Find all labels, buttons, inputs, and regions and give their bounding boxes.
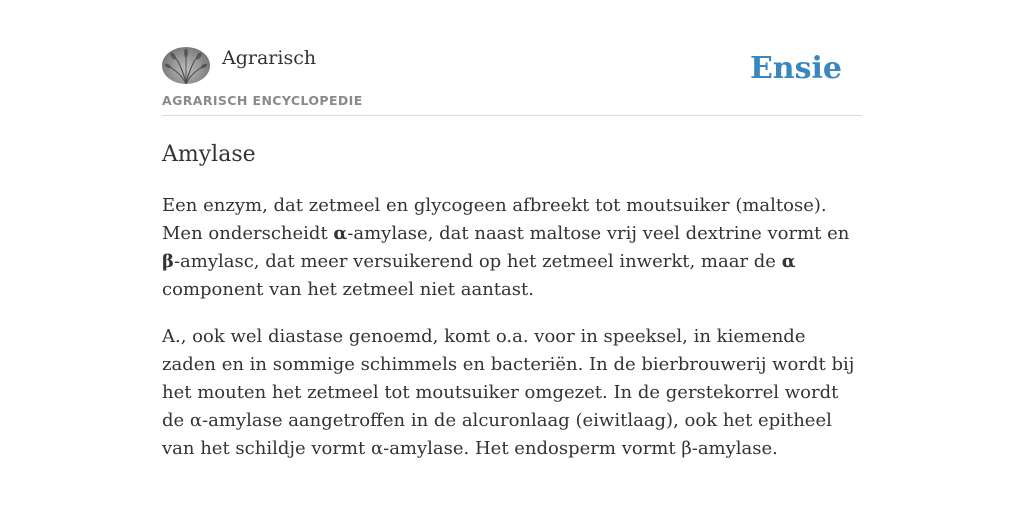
ensie-brand-link[interactable]: Ensie (749, 51, 842, 86)
article-paragraph-2: A., ook wel diastase genoemd, komt o.a. voor in speeksel, in kiemende zaden en in sommige schimmels en bacteriën. In de bierbrouwerij wordt bij het mouten het zetmeel tot moutsuiker omgezet. In de gerstekorrel wordt de α-amylase aangetroffen in de alcuronlaag (eiwitlaag), ook het epitheel van het schildje vormt α-amylase. Het endosperm vormt β-amylase. (162, 326, 855, 459)
article-title: Amylase (162, 142, 256, 167)
p1-text-4: component van het zetmeel niet aantast. (162, 279, 534, 300)
p1-text-1: Een enzym, dat zetmeel en glycogeen afbreekt tot moutsuiker (maltose). Men onderscheidt (162, 195, 827, 244)
beta-symbol: β (162, 251, 174, 272)
site-subtitle: AGRARISCH ENCYCLOPEDIE (162, 93, 363, 108)
site-header (162, 0, 862, 116)
p1-text-2: -amylase, dat naast maltose vrij veel dextrine vormt en (347, 223, 850, 244)
alpha-symbol: α (333, 223, 348, 244)
page (162, 0, 862, 459)
wheat-logo-icon[interactable] (162, 47, 210, 84)
alpha-symbol: α (781, 251, 796, 272)
p1-text-3: -amylasc, dat meer versuikerend op het zetmeel inwerkt, maar de (173, 251, 782, 272)
site-name[interactable]: Agrarisch (222, 47, 317, 69)
article-paragraph-1 (162, 192, 862, 304)
